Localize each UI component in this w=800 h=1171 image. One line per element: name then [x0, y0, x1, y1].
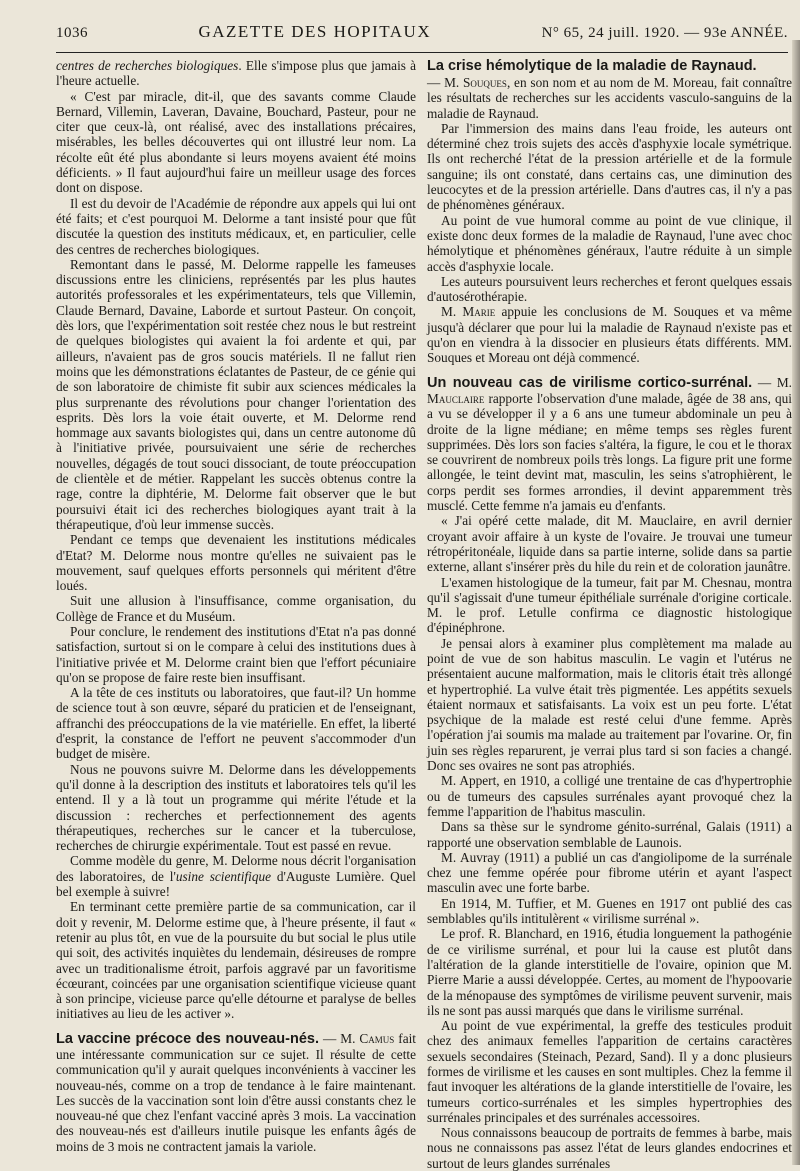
- paragraph: Suit une allusion à l'insuffisance, comme organisation, du Collège de France et du Muséum.: [56, 593, 416, 624]
- paragraph-text: appuie les conclusions de M. Souques et va même jusqu'à déclarer que pour lui la maladie de Raynaud n'existe pas et qu'on en viendra à la dissocier en plusieurs états différents. MM. Souques et Moreau ont déjà commencé.: [427, 304, 792, 366]
- paragraph: « C'est par miracle, dit-il, que des savants comme Claude Bernard, Villemin, Laveran, Davaine, Bouchard, Pasteur, pour ne citer que ceux-là, ont réalisé, avec des installations précaires, misérables, les belles découvertes qui ont illustré leur nom. La récolte eût été plus abondante si leurs moyens avaient été moins déficients. » Il faut aujourd'hui faire un meilleur usage des forces dont on dispose.: [56, 88, 416, 196]
- paragraph: « J'ai opéré cette malade, dit M. Mauclaire, en avril dernier croyant avoir affaire à un kyste de l'ovaire. Je trouvai une tumeur rétropéritonéale, liquide dans sa partie interne, solide dans sa partie externe, allant s'insérer près du hile du rein et de coloration jaunâtre.: [427, 513, 792, 575]
- paragraph: Nous connaissons beaucoup de portraits de femmes à barbe, mais nous ne connaissons pas assez l'état de leurs glandes endocrines et surtout de leurs glandes surrénales: [427, 1125, 792, 1171]
- paragraph: [427, 304, 792, 365]
- section-heading: La vaccine précoce des nouveau-nés.: [56, 1030, 319, 1047]
- journal-title: GAZETTE DES HOPITAUX: [198, 22, 432, 41]
- author-name: Marie: [462, 304, 496, 320]
- paragraph-text: Comme modèle du genre, M. Delorme nous décrit l'organisation des laboratoires, de l': [56, 853, 416, 884]
- author-name: Souques: [463, 75, 507, 90]
- paragraph: A la tête de ces instituts ou laboratoires, que faut-il? Un homme de science tout à son œuvre, séparé du praticien et de l'enseignant, affranchi des préoccupations de la vie matérielle. En effet, la liberté d'esprit, la constance de l'effort ne peuvent s'accommoder d'un budget de misère.: [56, 685, 416, 762]
- paragraph-text: — M.: [752, 374, 792, 390]
- paragraph: [427, 75, 792, 121]
- paragraph-text: rapporte l'observation d'une malade, âgée de 38 ans, qui a vu se développer il y a 6 ans une tumeur abdominale un peu à droite de la ligne médiane; en même temps ses règles furent supprimées. Dès lors son facies s'altéra, la figure, le cou et le thorax se couvrirent de nombreux poils très longs. La figure prit une forme allongée, le teint devint mat, masculin, les seins s'atrophièrent, le corps perdit ses formes arrondies, il devint apparemment très musclé. Cette femme n'a jamais eu d'enfants.: [427, 390, 792, 514]
- paragraph: Le prof. R. Blanchard, en 1916, étudia longuement la pathogénie de ce virilisme surrénal, et pour lui la cause est plutôt dans l'altération de la glande interstitielle de l'ovaire, opinion que M. Pierre Marie a aussi développée. Certes, au moment de l'hypoovarie de la ménopause des symptômes de virilisme peuvent survenir, mais ils ne sont pas aussi marqués que dans le virilisme surrénal.: [427, 926, 792, 1018]
- paragraph: Les auteurs poursuivent leurs recherches et feront quelques essais d'autosérothérapie.: [427, 273, 792, 305]
- paragraph: Je pensai alors à examiner plus complètement ma malade au point de vue de son habitus masculin. Le vagin et l'utérus ne présentaient aucune malformation, mais le clitoris était très allongé et hypertrophié. La vulve était très pigmentée. Les appétits sexuels étaient normaux et satisfaisants. La voix est un peu forte. L'état psychique de la malade est resté celui d'une femme. Après l'opération j'ai soumis ma malade au traitement par l'ovarine. Or, fin juin ses règles reparurent, je verrai plus tard si son facies a changé. Donc ses ovaires ne sont pas atrophiés.: [427, 635, 792, 774]
- paragraph-text: M.: [441, 304, 463, 320]
- paragraph-text: fait une intéressante communication sur ce sujet. Il résulte de cette communication qu'il y aurait quelques inconvénients à vacciner les nouveau-nés, comme on a trop de tendance à le faire maintenant. Les succès de la vaccination sont loin d'être aussi constants chez le nouveau-né que chez l'enfant vacciné après 3 mois. La vaccination des nouveau-nés est d'ailleurs inutile puisque les enfants âgés de moins de 3 mois ne contractent jamais la variole.: [56, 1030, 417, 1154]
- paragraph: En terminant cette première partie de sa communication, car il doit y revenir, M. Delorme estime que, à l'heure présente, il faut « retenir au plus tôt, en vue de la poursuite du but social le plus utile qui soit, des activités inquiètes du lendemain, désireuses de rompre avec un traditionalisme étroit, parfois aggravé par un favoritisme écœurant, coincées par une organisation scientifique vicieuse quant à son principe, vicieuse parce qu'elle détourne et paralyse de belles initiatives au lieu de les activer ».: [56, 899, 416, 1022]
- section-heading: Un nouveau cas de virilisme cortico-surrénal.: [427, 374, 753, 391]
- section-heading: La crise hémolytique de la maladie de Raynaud.: [427, 58, 757, 74]
- page-number: 1036: [56, 25, 88, 41]
- paragraph-text: d'Auguste Lumière. Quel bel exemple à suivre!: [56, 868, 416, 900]
- paragraph: En 1914, M. Tuffier, et M. Guenes en 1917 ont publié des cas semblables qu'ils intitulèrent « virilisme surrénal ».: [427, 895, 792, 927]
- paragraph: Au point de vue expérimental, la greffe des testicules produit chez des animaux femelles l'apparition de certains caractères sexuels secondaires (Steinach, Pezard, Sand). Il y a donc plusieurs formes de virilisme et les causes en sont multiples. Chez la femme il faut invoquer les altérations de la glande interstitielle de l'ovaire, les tumeurs cortico-surrénales et les simples hypertrophies des surrénales principales et des surrénales accessoires.: [427, 1018, 792, 1125]
- paragraph: L'examen histologique de la tumeur, fait par M. Chesnau, montra qu'il s'agissait d'une tumeur épithéliale surrénale d'origine corticale. M. le prof. Letulle confirma ce diagnostic histologique d'épinéphrone.: [427, 574, 792, 636]
- author-name: Camus: [359, 1030, 395, 1046]
- paragraph-text: , en son nom et au nom de M. Moreau, fait connaître les résultats de recherches sur les accidents vasculo-sanguins de la maladie de Raynaud.: [427, 75, 792, 121]
- running-header: [56, 22, 788, 48]
- paragraph: Nous ne pouvons suivre M. Delorme dans les développements qu'il donne à la description des instituts et laboratoires tels qu'il les entend. Il y a là tout un programme qui mérite l'étude et la discussion : recherches et perfectionnement des agents thérapeutiques, recherches sur le cancer et la tuberculose, recherches de chirurgie expérimentale. Tout est passé en revue.: [56, 761, 416, 854]
- paragraph: Pendant ce temps que devenaient les institutions médicales d'Etat? M. Delorme nous montre qu'elles ne suivaient pas le mouvement, sauf quelques efforts personnels qui méritent d'être loués.: [56, 532, 416, 594]
- left-column: [56, 58, 416, 1154]
- paragraph: Par l'immersion des mains dans l'eau froide, les auteurs ont déterminé chez trois sujets des accès d'asphyxie locale symétrique. Ils ont recherché l'état de la pression artérielle et de la formule sanguine; ils ont constaté, dans certains cas, une diminution des leucocytes et de la pression artérielle. Dans d'autres cas, il n'y a pas de phénomènes généraux.: [427, 120, 792, 213]
- paragraph: Dans sa thèse sur le syndrome génito-surrénal, Galais (1911) a rapporté une observation semblable de Launois.: [427, 819, 792, 850]
- issue-info: N° 65, 24 juill. 1920. — 93e ANNÉE.: [541, 25, 788, 41]
- paragraph: Pour conclure, le rendement des institutions d'Etat n'a pas donné satisfaction, surtout si on le compare à celui des institutions dues à l'initiative privée et M. Delorme craint bien que l'effort pécuniaire qu'on se propose de faire reste bien insuffisant.: [56, 623, 416, 685]
- vaccine-section: [56, 1031, 416, 1154]
- header-rule: [56, 52, 788, 53]
- right-column: [427, 58, 792, 1171]
- italic-text: usine scientifique: [175, 868, 272, 884]
- paragraph-text: — M.: [318, 1030, 360, 1046]
- page-edge-shadow: [792, 40, 800, 1165]
- paragraph: [56, 58, 416, 89]
- paragraph-text: . Elle s'impose plus que jamais à l'heure actuelle.: [56, 58, 417, 89]
- paragraph: M. Appert, en 1910, a colligé une trentaine de cas d'hypertrophie ou de tumeurs des capsules surrénales ayant provoqué chez la femme l'apparition de l'habitus masculin.: [427, 773, 792, 819]
- virilism-section: [427, 375, 792, 514]
- italic-text: centres de recherches biologiques: [56, 58, 239, 73]
- paragraph-text: — M.: [427, 75, 464, 90]
- paragraph: [56, 853, 416, 899]
- paragraph: Remontant dans le passé, M. Delorme rappelle les fameuses discussions entre les cliniciens, représentés par les plus hautes autorités professorales et les expérimentateurs, tels que Villemin, Claude Bernard, Davaine, Laborde et surtout Pasteur. On conçoit, dès lors, que l'expérimentation soit restée chez nous le but restreint de quelques biologistes qui avaient la foi ardente et qui, par ailleurs, n'avaient pas de gros soucis matériels. Il ne fallut rien moins que les démonstrations éclatantes de Pasteur, de ce génie qui de son laboratoire de chimiste fit subir aux sciences médicales la plus surprenante des révolutions pour changer l'orientation des esprits. Dès lors la voie était ouverte, et M. Delorme rend hommage aux savants biologistes qui, dans un centre autonome dû à l'initiative privée, poursuivaient une série de recherches nouvelles, dégagés de tout souci dissociant, de toute préoccupation de clientèle et de métier. Rappelant les succès obtenus contre la rage, contre la diphtérie, M. Delorme fait observer que le but poursuivi était ici des recherches biologiques ayant trait à la thérapeutique, d'où leur immense succès.: [56, 256, 416, 532]
- paragraph: M. Auvray (1911) a publié un cas d'angiolipome de la surrénale chez une femme opérée pour fibrome utérin et ayant l'aspect masculin avec une forte barbe.: [427, 849, 792, 896]
- paragraph: Il est du devoir de l'Académie de répondre aux appels qui lui ont été faits; et c'est pourquoi M. Delorme a tant insisté pour que fût discutée la question des instituts médicaux, et, en particulier, celle des centres de recherches biologiques.: [56, 195, 416, 257]
- author-name: Mauclaire: [427, 390, 485, 406]
- paragraph: Au point de vue humoral comme au point de vue clinique, il existe donc deux formes de la maladie de Raynaud, l'une avec choc hémolytique et phénomènes généraux, l'autre réduite à un simple accès d'asphyxie locale.: [427, 212, 792, 274]
